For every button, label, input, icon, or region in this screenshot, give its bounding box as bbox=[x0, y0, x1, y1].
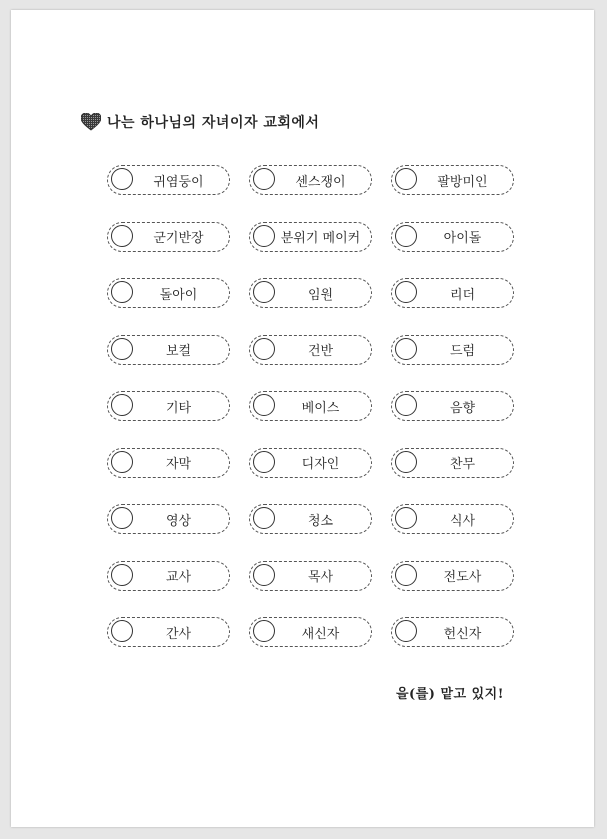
radio-circle[interactable] bbox=[253, 225, 275, 247]
option-label: 목사 bbox=[307, 570, 334, 585]
option-label: 귀염둥이 bbox=[153, 174, 204, 190]
option-pill[interactable] bbox=[107, 448, 230, 478]
option-pill[interactable] bbox=[249, 391, 372, 421]
option-pill[interactable] bbox=[107, 335, 230, 365]
option-label: 헌신자 bbox=[443, 626, 482, 642]
option-pill[interactable] bbox=[107, 165, 230, 195]
radio-circle[interactable] bbox=[111, 394, 133, 416]
option-pill[interactable] bbox=[107, 391, 230, 421]
radio-circle[interactable] bbox=[395, 507, 417, 529]
option-label: 전도사 bbox=[443, 570, 482, 585]
option-label: 건반 bbox=[307, 344, 334, 359]
option-pill[interactable] bbox=[249, 504, 372, 534]
option-pill[interactable] bbox=[107, 561, 230, 591]
radio-circle[interactable] bbox=[395, 225, 417, 247]
radio-circle[interactable] bbox=[111, 620, 133, 642]
option-label: 분위기 메이커 bbox=[280, 231, 361, 246]
radio-circle[interactable] bbox=[111, 564, 133, 586]
option-pill[interactable] bbox=[391, 165, 514, 195]
heart-icon bbox=[81, 113, 101, 131]
option-pill[interactable] bbox=[107, 222, 230, 252]
option-label: 청소 bbox=[307, 513, 334, 529]
option-label: 아이돌 bbox=[443, 231, 482, 246]
heading-text: 나는 하나님의 자녀이자 교회에서 bbox=[107, 115, 320, 131]
radio-circle[interactable] bbox=[253, 281, 275, 303]
option-label: 리더 bbox=[449, 287, 476, 303]
option-label: 드럼 bbox=[449, 344, 476, 359]
option-pill[interactable] bbox=[391, 335, 514, 365]
document-page bbox=[11, 10, 594, 827]
option-pill[interactable] bbox=[107, 617, 230, 647]
option-label: 자막 bbox=[165, 457, 192, 472]
option-label: 새신자 bbox=[301, 626, 340, 642]
radio-circle[interactable] bbox=[395, 620, 417, 642]
radio-circle[interactable] bbox=[395, 168, 417, 190]
footer-text: 을(를) 맡고 있지! bbox=[396, 687, 504, 702]
option-pill[interactable] bbox=[391, 278, 514, 308]
radio-circle[interactable] bbox=[395, 394, 417, 416]
radio-circle[interactable] bbox=[111, 225, 133, 247]
option-label: 영상 bbox=[165, 513, 192, 529]
option-label: 팔방미인 bbox=[437, 174, 488, 190]
radio-circle[interactable] bbox=[395, 338, 417, 360]
option-pill[interactable] bbox=[391, 391, 514, 421]
option-label: 기타 bbox=[165, 400, 192, 416]
heading bbox=[81, 112, 319, 132]
option-label: 음향 bbox=[449, 400, 476, 416]
option-pill[interactable] bbox=[391, 504, 514, 534]
radio-circle[interactable] bbox=[111, 451, 133, 473]
radio-circle[interactable] bbox=[111, 168, 133, 190]
radio-circle[interactable] bbox=[253, 394, 275, 416]
option-pill[interactable] bbox=[391, 448, 514, 478]
radio-circle[interactable] bbox=[395, 451, 417, 473]
option-label: 센스쟁이 bbox=[295, 174, 346, 190]
option-pill[interactable] bbox=[249, 561, 372, 591]
radio-circle[interactable] bbox=[253, 507, 275, 529]
radio-circle[interactable] bbox=[111, 281, 133, 303]
radio-circle[interactable] bbox=[253, 451, 275, 473]
radio-circle[interactable] bbox=[253, 338, 275, 360]
radio-circle[interactable] bbox=[111, 507, 133, 529]
option-label: 돌아이 bbox=[159, 287, 198, 303]
radio-circle[interactable] bbox=[395, 564, 417, 586]
option-label: 보컬 bbox=[165, 344, 192, 359]
option-label: 군기반장 bbox=[153, 231, 204, 246]
option-pill[interactable] bbox=[391, 561, 514, 591]
option-pill[interactable] bbox=[249, 335, 372, 365]
option-label: 간사 bbox=[165, 626, 192, 642]
option-pill[interactable] bbox=[249, 617, 372, 647]
option-label: 디자인 bbox=[301, 457, 340, 472]
radio-circle[interactable] bbox=[111, 338, 133, 360]
option-label: 베이스 bbox=[301, 400, 340, 416]
radio-circle[interactable] bbox=[253, 564, 275, 586]
option-pill[interactable] bbox=[391, 617, 514, 647]
option-pill[interactable] bbox=[249, 278, 372, 308]
option-pill[interactable] bbox=[107, 278, 230, 308]
option-pill[interactable] bbox=[107, 504, 230, 534]
option-pill[interactable] bbox=[249, 222, 372, 252]
option-label: 임원 bbox=[307, 287, 334, 303]
option-label: 교사 bbox=[165, 570, 192, 585]
radio-circle[interactable] bbox=[253, 168, 275, 190]
option-label: 찬무 bbox=[449, 457, 476, 472]
option-pill[interactable] bbox=[249, 448, 372, 478]
radio-circle[interactable] bbox=[253, 620, 275, 642]
option-pill[interactable] bbox=[391, 222, 514, 252]
option-pill[interactable] bbox=[249, 165, 372, 195]
option-label: 식사 bbox=[449, 513, 476, 529]
options-grid bbox=[107, 165, 514, 647]
radio-circle[interactable] bbox=[395, 281, 417, 303]
